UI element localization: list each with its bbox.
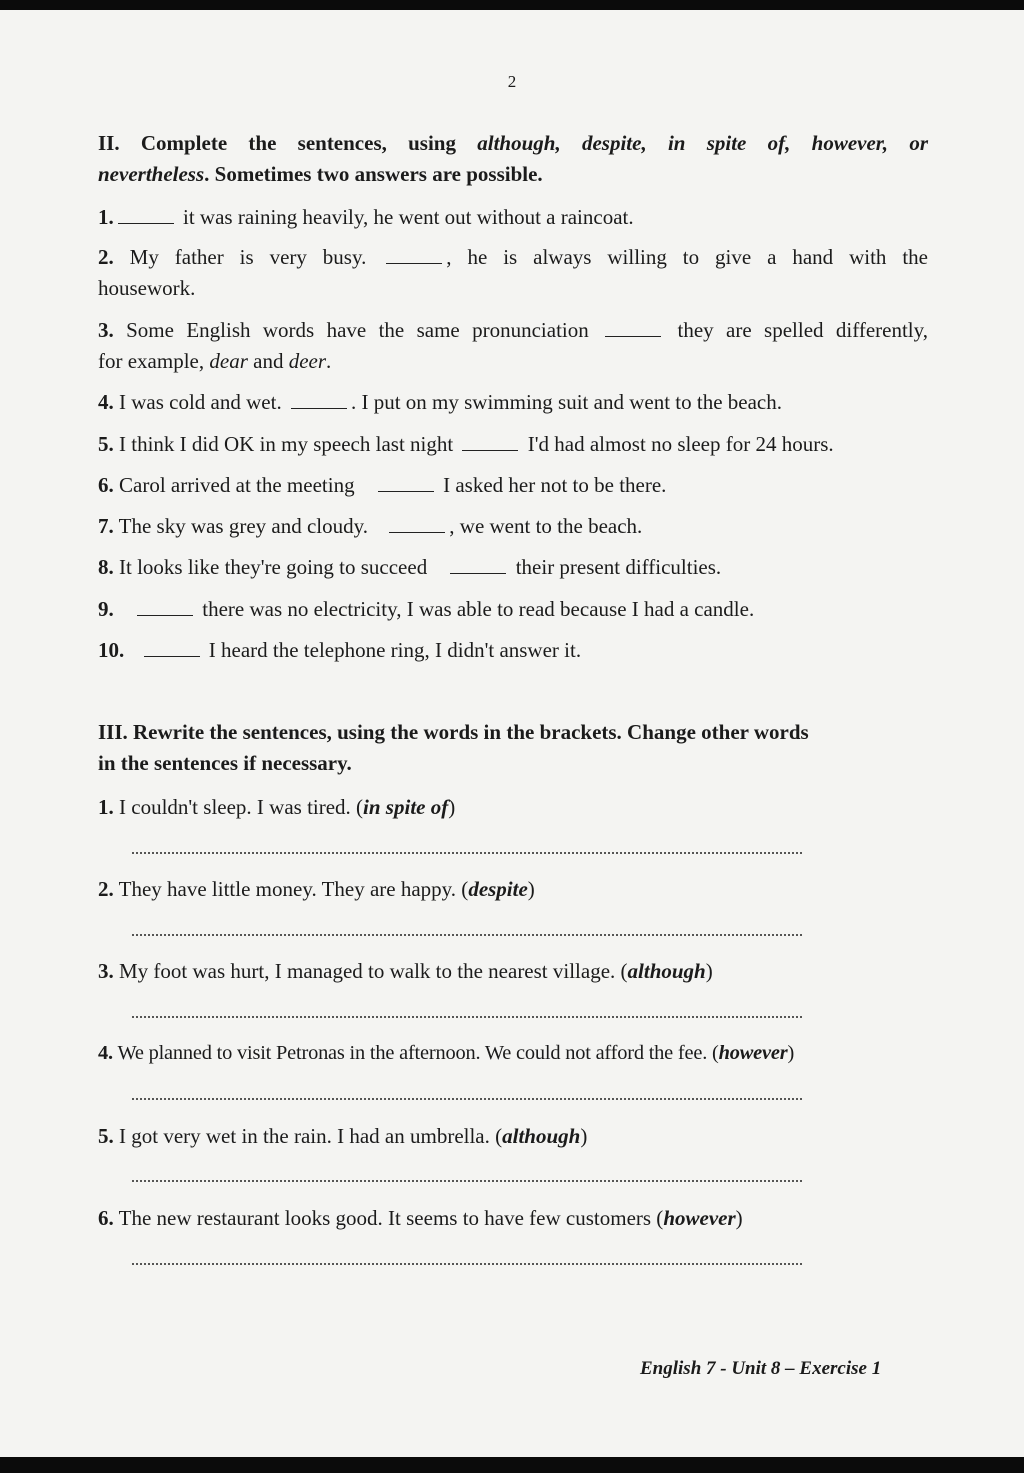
answer-blank[interactable] bbox=[291, 407, 347, 409]
answer-line-3[interactable] bbox=[132, 1016, 802, 1018]
answer-blank[interactable] bbox=[389, 531, 445, 533]
answer-line-2[interactable] bbox=[132, 934, 802, 936]
fill-in-item-7: 7. The sky was grey and cloudy. , we went to the beach. bbox=[98, 514, 643, 538]
fill-in-item-3-cont: for example, dear and deer. bbox=[98, 349, 332, 373]
section-3-heading-line2: in the sentences if necessary. bbox=[98, 751, 352, 775]
fill-in-item-9: 9. there was no electricity, I was able to read because I had a candle. bbox=[98, 597, 755, 621]
rewrite-item-1: 1. I couldn't sleep. I was tired. (in spite of) bbox=[98, 795, 456, 819]
rewrite-item-3: 3. My foot was hurt, I managed to walk to the nearest village. (although) bbox=[98, 959, 713, 983]
page-number: 2 bbox=[507, 72, 517, 91]
answer-line-6[interactable] bbox=[132, 1263, 802, 1265]
answer-blank[interactable] bbox=[605, 335, 661, 337]
fill-in-item-10: 10. I heard the telephone ring, I didn't answer it. bbox=[98, 638, 582, 662]
answer-blank[interactable] bbox=[450, 572, 506, 574]
answer-blank[interactable] bbox=[378, 490, 434, 492]
answer-blank[interactable] bbox=[137, 614, 193, 616]
fill-in-item-6: 6. Carol arrived at the meeting I asked her not to be there. bbox=[98, 473, 667, 497]
rewrite-item-5: 5. I got very wet in the rain. I had an umbrella. (although) bbox=[98, 1124, 588, 1148]
section-2-heading-line2: nevertheless. Sometimes two answers are possible. bbox=[98, 162, 543, 186]
answer-line-5[interactable] bbox=[132, 1180, 802, 1182]
fill-in-item-4: 4. I was cold and wet. . I put on my swimming suit and went to the beach. bbox=[98, 390, 782, 414]
section-3-heading: III. Rewrite the sentences, using the words in the brackets. Change other words bbox=[98, 720, 809, 744]
fill-in-item-8: 8. It looks like they're going to succeed their present difficulties. bbox=[98, 555, 722, 579]
worksheet-page bbox=[0, 10, 1024, 1457]
fill-in-item-2-cont: housework. bbox=[98, 276, 196, 300]
fill-in-item-5: 5. I think I did OK in my speech last night I'd had almost no sleep for 24 hours. bbox=[98, 432, 834, 456]
section-2-heading: II. Complete the sentences, using although, despite, in spite of, however, or bbox=[98, 131, 928, 155]
answer-blank[interactable] bbox=[462, 449, 518, 451]
rewrite-item-2: 2. They have little money. They are happy. (despite) bbox=[98, 877, 535, 901]
fill-in-item-1: 1. it was raining heavily, he went out without a raincoat. bbox=[98, 205, 634, 229]
answer-blank[interactable] bbox=[386, 262, 442, 264]
rewrite-item-4: 4. We planned to visit Petronas in the afternoon. We could not afford the fee. (however) bbox=[98, 1042, 795, 1064]
answer-line-1[interactable] bbox=[132, 852, 802, 854]
fill-in-item-3: 3. Some English words have the same pronunciation they are spelled differently, bbox=[98, 318, 929, 342]
fill-in-item-2: 2. My father is very busy. , he is always willing to give a hand with the bbox=[98, 245, 929, 269]
footer-label: English 7 - Unit 8 – Exercise 1 bbox=[640, 1358, 882, 1379]
answer-blank[interactable] bbox=[118, 222, 174, 224]
answer-line-4[interactable] bbox=[132, 1098, 802, 1100]
answer-blank[interactable] bbox=[144, 655, 200, 657]
rewrite-item-6: 6. The new restaurant looks good. It seems to have few customers (however) bbox=[98, 1206, 743, 1230]
